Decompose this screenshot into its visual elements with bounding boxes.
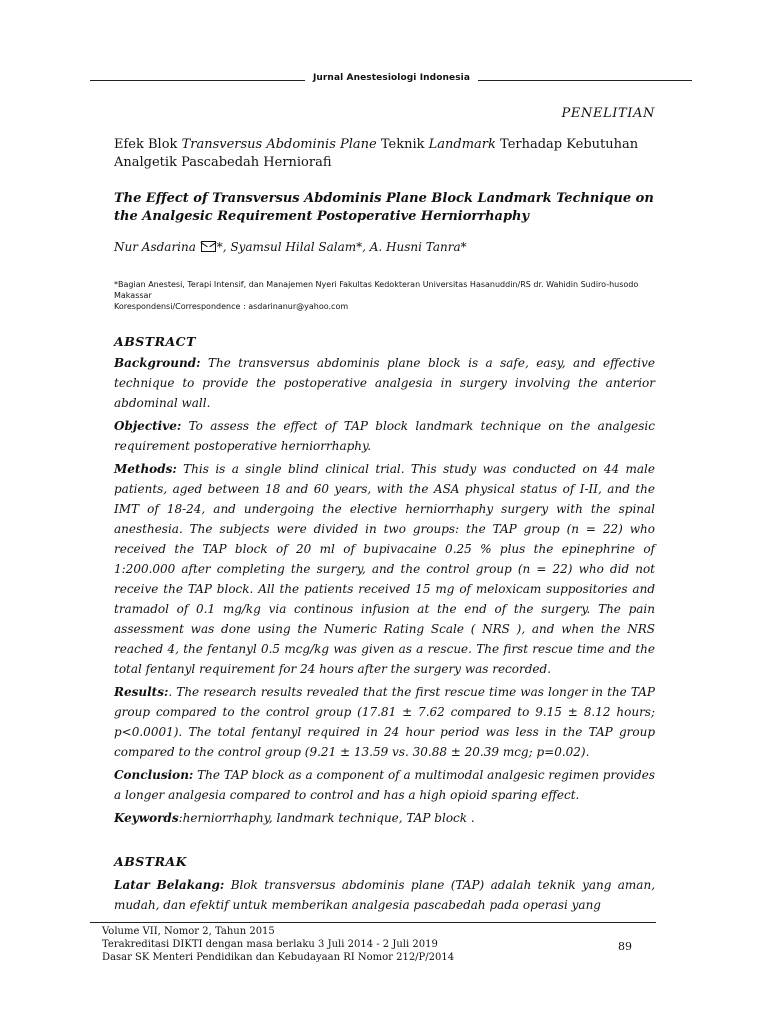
abstrak-section (114, 852, 655, 915)
background-label: Background: (114, 356, 201, 370)
abstract-results (114, 682, 655, 762)
abstrak-heading: ABSTRAK (114, 854, 188, 869)
latar-text: Blok transversus abdominis plane (TAP) adalah teknik yang aman, mudah, dan efektif untuk memberikan analgesia pascabedah pada operasi yang (114, 878, 655, 912)
journal-header (90, 72, 692, 88)
abstrak-latar-belakang (114, 875, 655, 915)
footer-accreditation: Terakreditasi DIKTI dengan masa berlaku 3 Juli 2014 - 2 Juli 2019 (102, 939, 438, 950)
page-footer (102, 925, 454, 964)
objective-text: To assess the effect of TAP block landmark technique on the analgesic requirement postoperative herniorrhaphy. (114, 419, 655, 453)
author-list (114, 240, 655, 254)
footer-volume: Volume VII, Nomor 2, Tahun 2015 (102, 926, 275, 937)
conclusion-text: The TAP block as a component of a multimodal analgesic regimen provides a longer analgesia compared to control and has a high opioid sparing effect. (114, 768, 655, 802)
abstract-methods (114, 459, 655, 679)
keywords-text: :herniorrhaphy, landmark technique, TAP block . (178, 811, 475, 825)
correspondence-text: Korespondensi/Correspondence : asdarinanur@yahoo.com (114, 302, 349, 311)
abstract-keywords (114, 808, 655, 828)
header-rule-right (478, 80, 692, 81)
background-text: The transversus abdominis plane block is a safe, easy, and effective technique to provide the postoperative analgesia in surgery involving the anterior abdominal wall. (114, 356, 655, 410)
article-title-indonesian (114, 136, 655, 172)
section-label: PENELITIAN (561, 106, 655, 121)
affiliation-text: *Bagian Anestesi, Terapi Intensif, dan Manajemen Nyeri Fakultas Kedokteran Universitas Hasanuddin/RS dr. Wahidin Sudiro-husodo Makassar (114, 280, 639, 300)
article-title-english: The Effect of Transversus Abdominis Plane Block Landmark Technique on the Analgesic Requirement Postoperative Herniorrhaphy (114, 191, 654, 224)
abstract-section (114, 332, 655, 831)
abstract-conclusion (114, 765, 655, 805)
latar-label: Latar Belakang: (114, 878, 225, 892)
objective-label: Objective: (114, 419, 182, 433)
title-id-part1: Efek Blok (114, 137, 182, 152)
title-id-part5: Terhadap Kebutuhan Analgetik Pascabedah Herniorafi (114, 137, 639, 170)
abstract-background (114, 353, 655, 413)
header-rule-left (90, 80, 305, 81)
results-text: . The research results revealed that the first rescue time was longer in the TAP group compared to the control group (17.81 ± 7.62 compared to 9.15 ± 8.12 hours; p<0.0001). The total fentanyl required in 24 hour period was less in the TAP group compared to the control group (9.21 ± 13.59 vs. 30.88 ± 20.39 mcg; p=0.02). (114, 685, 655, 759)
author-list-rest: *, Syamsul Hilal Salam*, A. Husni Tanra* (216, 240, 467, 254)
footer-decree: Dasar SK Menteri Pendidikan dan Kebudayaan RI Nomor 212/P/2014 (102, 952, 455, 963)
methods-text: This is a single blind clinical trial. This study was conducted on 44 male patients, aged between 18 and 60 years, with the ASA physical status of I-II, and the IMT of 18-24, and undergoing the elective herniorrhaphy surgery with the spinal anesthesia. The subjects were divided in two groups: the TAP group (n = 22) who received the TAP block of 20 ml of bupivacaine 0.25 % plus the epinephrine of 1:200.000 after completing the surgery, and the control group (n = 22) who did not receive the TAP block. All the patients received 15 mg of meloxicam suppositories and tramadol of 0.1 mg/kg via continous infusion at the end of the surgery. The pain assessment was done using the Numeric Rating Scale ( NRS ), and when the NRS reached 4, the fentanyl 0.5 mcg/kg was given as a rescue. The first rescue time and the total fentanyl requirement for 24 hours after the surgery was recorded. (114, 462, 655, 676)
envelope-icon (201, 241, 216, 252)
page-number: 89 (618, 940, 632, 953)
author-1: Nur Asdarina (114, 240, 196, 254)
title-id-part2: Transversus Abdominis Plane (181, 137, 377, 152)
keywords-label: Keywords (114, 811, 179, 825)
conclusion-label: Conclusion: (114, 768, 194, 782)
methods-label: Methods: (114, 462, 177, 476)
title-id-part3: Teknik (376, 137, 429, 152)
footer-rule (90, 922, 656, 923)
results-label: Results: (114, 685, 169, 699)
journal-name: Jurnal Anestesiologi Indonesia (312, 73, 471, 83)
title-id-part4: Landmark (428, 137, 496, 152)
abstract-objective (114, 416, 655, 456)
affiliation-block (114, 279, 655, 312)
abstract-heading: ABSTRACT (114, 334, 196, 349)
